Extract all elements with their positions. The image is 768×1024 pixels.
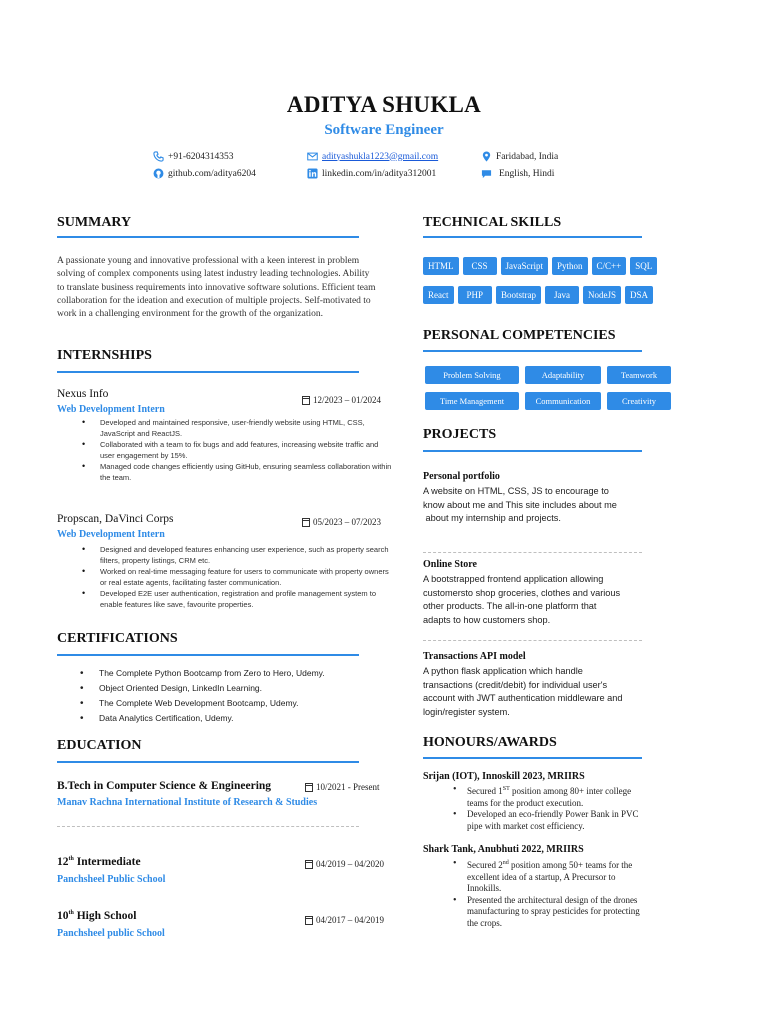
award-bullets [423,784,645,832]
list-item: • Developed and maintained responsive, user-friendly website using HTML, CSS, JavaScript and ReactJS. [78,417,393,439]
skills-row-2 [423,286,653,304]
languages-text: English, Hindi [499,168,555,179]
project-description: A website on HTML, CSS, JS to encourage to know about me and This site includes about me about my internship and projects. [423,486,617,523]
skill-chip: NodeJS [583,286,621,304]
linkedin-icon [307,168,318,179]
skill-chip: HTML [423,257,459,275]
calendar-icon [305,783,313,792]
divider [57,826,359,827]
list-item: • The Complete Web Development Bootcamp, Udemy. [78,696,378,711]
calendar-icon [302,518,310,527]
internship-company: Nexus Info [57,388,109,400]
internship-role: Web Development Intern [57,404,165,415]
internship-date [302,517,381,527]
summary-text: A passionate young and innovative professional with a keen interest in problem solving of complex components using latest industry leading technologies. Ability to translate business requirements into innovative software solutions. Efficient team collaboration for the ideation and execution of multiple projects. Self-motivated to work in a challenging environment for the growth of the organization. [57,256,376,320]
divider [423,552,642,553]
projects-heading: PROJECTS [423,427,497,442]
awards-heading: HONOURS/AWARDS [423,735,557,750]
competencies-heading: PERSONAL COMPETENCIES [423,328,616,343]
internships-rule [57,371,359,373]
certifications-heading: CERTIFICATIONS [57,631,178,646]
list-item: • Developed E2E user authentication, registration and profile management system to enable features like save, favourite properties. [78,588,393,610]
calendar-icon [302,396,310,405]
list-item: • The Complete Python Bootcamp from Zero to Hero, Udemy. [78,666,378,681]
list-item: • Managed code changes efficiently using GitHub, ensuring seamless collaboration within the team. [78,461,393,483]
intermediate-date [305,859,384,869]
divider [423,640,642,641]
summary-rule [57,236,359,238]
award-title: Srijan (IOT), Innoskill 2023, MRIIRS [423,771,585,782]
project-title: Transactions API model [423,651,526,662]
highschool-title: 10th High School [57,910,137,922]
highschool-date [305,915,384,925]
resume-role: Software Engineer [324,122,444,138]
list-item: • Presented the architectural design of the drones manufacturing to spray pesticides for protecting the crops. [423,895,645,930]
location-text: Faridabad, India [496,151,559,162]
list-item: • Secured 1ST position among 80+ inter college teams for the product execution. [423,784,645,809]
project-description: A python flask application which handle transactions (credit/debit) for individual user's account with JWT authentication middleware and login/register system. [423,666,623,717]
date-text: 05/2023 – 07/2023 [313,517,382,527]
awards-rule [423,757,642,759]
certifications-rule [57,654,359,656]
competencies-row-1 [425,366,671,384]
calendar-icon [305,916,313,925]
competency-chip: Adaptability [525,366,601,384]
skill-chip: Python [552,257,588,275]
calendar-icon [305,860,313,869]
competency-chip: Communication [525,392,601,410]
speech-bubble-icon [481,168,492,179]
date-text: 04/2017 – 04/2019 [316,915,385,925]
certifications-list [78,666,378,726]
highschool-school: Panchsheel public School [57,928,165,939]
internship-bullets [78,544,393,610]
date-text: 10/2021 - Present [316,782,380,792]
date-text: 04/2019 – 04/2020 [316,859,385,869]
contact-github[interactable] [153,168,256,179]
contact-linkedin[interactable] [307,168,436,179]
award-bullets [423,858,645,929]
skills-heading: TECHNICAL SKILLS [423,215,562,230]
date-text: 12/2023 – 01/2024 [313,395,382,405]
competency-chip: Time Management [425,392,519,410]
degree-title: B.Tech in Computer Science & Engineering [57,780,272,792]
contact-phone [153,151,234,162]
projects-rule [423,450,642,452]
phone-icon [153,151,164,162]
project-title: Online Store [423,559,477,570]
degree-date [305,782,380,792]
education-rule [57,761,359,763]
skills-row-1 [423,257,657,275]
education-heading: EDUCATION [57,738,142,753]
location-pin-icon [481,151,492,162]
list-item: • Object Oriented Design, LinkedIn Learning. [78,681,378,696]
list-item: • Worked on real-time messaging feature for users to communicate with property owners or real estate agents, facilitating faster communication. [78,566,393,588]
list-item: • Data Analytics Certification, Udemy. [78,711,378,726]
phone-text: +91-6204314353 [168,151,234,162]
competency-chip: Problem Solving [425,366,519,384]
competencies-rule [423,350,642,352]
skills-rule [423,236,642,238]
internship-company: Propscan, DaVinci Corps [57,513,174,525]
degree-school: Manav Rachna International Institute of Research & Studies [57,797,318,808]
internship-role: Web Development Intern [57,529,165,540]
project-description: A bootstrapped frontend application allowing customersto shop groceries, clothes and various other products. The all-in-one platform that adapts to how customers shop. [423,574,621,625]
github-text[interactable]: github.com/aditya6204 [168,168,256,179]
competency-chip: Teamwork [607,366,671,384]
skill-chip: React [423,286,454,304]
skill-chip: Bootstrap [496,286,541,304]
project-title: Personal portfolio [423,471,500,482]
contact-location [481,151,558,162]
intermediate-title: 12th Intermediate [57,856,141,868]
contact-languages [481,168,554,179]
skill-chip: Java [545,286,579,304]
skill-chip: DSA [625,286,653,304]
intermediate-school: Panchsheel Public School [57,874,166,885]
skill-chip: C/C++ [592,257,627,275]
skill-chip: CSS [463,257,497,275]
list-item: • Developed an eco-friendly Power Bank in PVC pipe with market cost efficiency. [423,809,645,832]
list-item: • Collaborated with a team to fix bugs and add features, increasing website traffic and user engagement by 15%. [78,439,393,461]
resume-name: ADITYA SHUKLA [286,92,482,117]
competencies-row-2 [425,392,671,410]
list-item: • Secured 2nd position among 50+ teams for the excellent idea of a startup, A Precursor to Innokills. [423,858,645,895]
internship-bullets [78,417,393,483]
skill-chip: JavaScript [501,257,549,275]
skill-chip: SQL [630,257,657,275]
linkedin-text[interactable]: linkedin.com/in/aditya312001 [322,168,437,179]
contact-email[interactable] [307,151,438,162]
internships-heading: INTERNSHIPS [57,348,152,363]
skill-chip: PHP [458,286,493,304]
award-title: Shark Tank, Anubhuti 2022, MRIIRS [423,844,584,855]
email-link[interactable]: adityashukla1223@gmail.com [322,151,439,162]
github-icon [153,168,164,179]
list-item: • Designed and developed features enhancing user experience, such as property search filters, property listings, CRM etc. [78,544,393,566]
envelope-icon [307,151,318,162]
summary-heading: SUMMARY [57,215,132,230]
internship-date [302,395,381,405]
competency-chip: Creativity [607,392,671,410]
